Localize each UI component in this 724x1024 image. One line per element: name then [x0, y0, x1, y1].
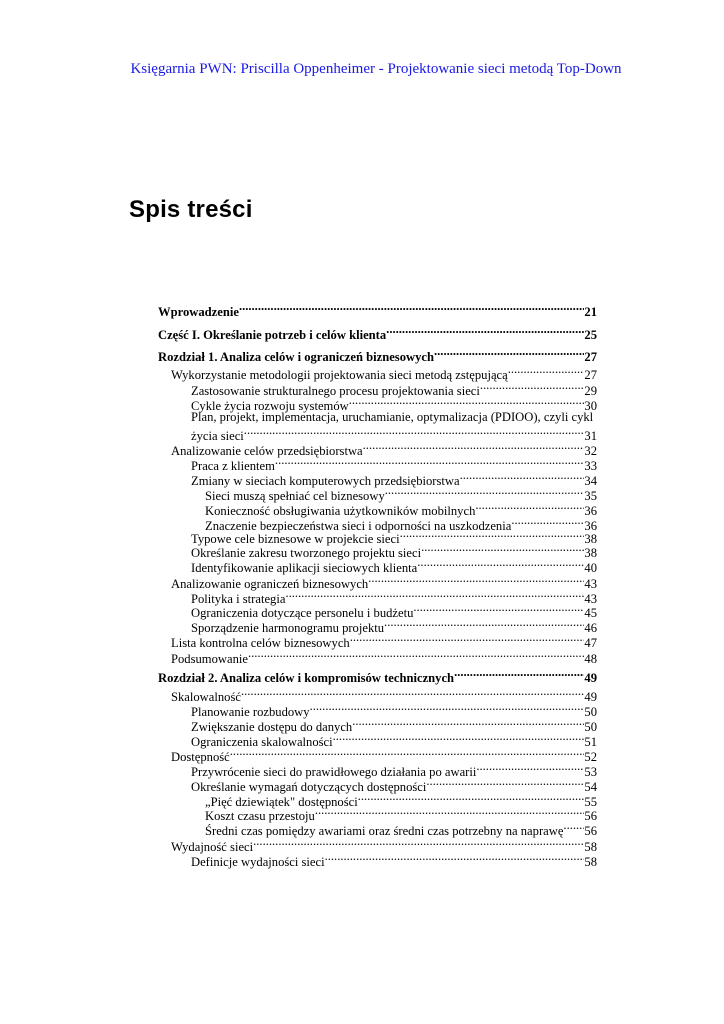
toc-entry-title: Znaczenie bezpieczeństwa sieci i odporności na uszkodzenia — [205, 519, 512, 533]
toc-entry — [158, 667, 597, 685]
toc-entry — [191, 776, 597, 794]
toc-entry — [171, 686, 597, 704]
toc-entry — [191, 716, 597, 734]
toc-entry-title: Średni czas pomiędzy awariami oraz średni czas potrzebny na naprawę — [205, 824, 564, 838]
toc-entry — [171, 632, 597, 650]
toc-entry — [205, 791, 597, 809]
page-title: Spis treści — [129, 196, 253, 223]
dot-leader — [350, 632, 585, 647]
dot-leader — [508, 364, 585, 379]
dot-leader — [434, 346, 584, 361]
toc-entry-page: 51 — [584, 735, 597, 749]
toc-entry — [191, 542, 597, 560]
toc-entry-title: Skalowalność — [171, 690, 241, 704]
dot-leader — [400, 528, 585, 543]
toc-entry-title: Podsumowanie — [171, 652, 248, 666]
toc-entry-page: 43 — [584, 592, 597, 606]
toc-entry-page: 31 — [584, 429, 597, 443]
toc-entry-title: Wydajność sieci — [171, 840, 254, 854]
toc-entry-title: Zwiększanie dostępu do danych — [191, 720, 353, 734]
toc-entry-page: 45 — [584, 606, 597, 620]
toc-entry — [158, 301, 597, 319]
toc-entry-page: 52 — [584, 750, 597, 764]
toc-entry-title: Typowe cele biznesowe w projekcie sieci — [191, 532, 400, 546]
dot-leader — [352, 716, 584, 731]
toc-entry-title: Analizowanie ograniczeń biznesowych — [171, 577, 369, 591]
toc-entry-title: Wprowadzenie — [158, 305, 239, 319]
toc-entry — [205, 820, 597, 838]
dot-leader — [244, 425, 585, 440]
dot-leader — [480, 380, 585, 395]
toc-entry-title: Planowanie rozbudowy — [191, 705, 310, 719]
toc-entry — [191, 701, 597, 719]
toc-entry-page: 40 — [584, 561, 597, 575]
toc-entry — [191, 731, 597, 749]
toc-entry-title: „Pięć dziewiątek" dostępności — [205, 795, 358, 809]
toc-entry-page: 47 — [584, 636, 597, 650]
toc-entry-title: Określanie zakresu tworzonego projektu sieci — [191, 546, 422, 560]
toc-entry-title: Cykle życia rozwoju systemów — [191, 399, 349, 413]
toc-entry-page: 38 — [584, 546, 597, 560]
dot-leader — [563, 820, 584, 835]
toc-entry-title: życia sieci — [191, 429, 244, 443]
toc-entry — [205, 500, 597, 518]
dot-leader — [460, 470, 585, 485]
toc-entry-page: 36 — [584, 519, 597, 533]
dot-leader — [248, 648, 584, 663]
header-text: Księgarnia PWN: Priscilla Oppenheimer - Projektowanie sieci metodą Top-Down — [130, 61, 622, 77]
toc-entry-title: Przywrócenie sieci do prawidłowego działania po awarii — [191, 765, 477, 779]
toc-entry-title: Rozdział 2. Analiza celów i kompromisów technicznych — [158, 671, 455, 685]
dot-leader — [275, 455, 584, 470]
dot-leader — [385, 485, 585, 500]
toc-entry — [191, 470, 597, 488]
toc-entry-page: 34 — [584, 474, 597, 488]
toc-entry — [191, 851, 597, 869]
toc-entry — [191, 588, 597, 606]
toc-entry-page: 55 — [584, 795, 597, 809]
toc-entry-title: Część I. Określanie potrzeb i celów klienta — [158, 328, 387, 342]
toc-entry-page: 54 — [584, 780, 597, 794]
toc-entry-page: 36 — [584, 504, 597, 518]
toc-entry-page: 50 — [584, 705, 597, 719]
toc-entry — [171, 836, 597, 854]
dot-leader — [310, 701, 585, 716]
toc-entry — [158, 346, 597, 364]
toc-entry — [205, 805, 597, 823]
toc-entry-title: Zastosowanie strukturalnego procesu projektowania sieci — [191, 384, 480, 398]
toc-entry — [191, 528, 597, 546]
toc-entry — [191, 557, 597, 575]
dot-leader — [315, 805, 585, 820]
toc-entry-title: Dostępność — [171, 750, 230, 764]
toc-entry-title: Plan, projekt, implementacja, uruchamianie, optymalizacja (PDIOO), czyli cykl — [191, 410, 594, 424]
toc-entry-title: Lista kontrolna celów biznesowych — [171, 636, 350, 650]
toc-entry-page: 56 — [584, 824, 597, 838]
toc-entry-title: Ograniczenia skalowalności — [191, 735, 333, 749]
dot-leader — [253, 836, 584, 851]
toc-entry-page: 43 — [584, 577, 597, 591]
toc-entry-title: Konieczność obsługiwania użytkowników mobilnych — [205, 504, 476, 518]
toc-entry-title: Analizowanie celów przedsiębiorstwa — [171, 444, 363, 458]
toc-entry-page: 49 — [584, 671, 597, 685]
toc-entry — [171, 573, 597, 591]
dot-leader — [333, 731, 585, 746]
toc-entry-page: 48 — [584, 652, 597, 666]
toc-entry-title: Zmiany w sieciach komputerowych przedsiębiorstwa — [191, 474, 460, 488]
toc-entry-title: Identyfikowanie aplikacji sieciowych klienta — [191, 561, 418, 575]
toc-entry-page: 21 — [584, 305, 597, 319]
toc-entry — [205, 485, 597, 503]
toc-entry-page: 58 — [584, 840, 597, 854]
toc-entry-page: 33 — [584, 459, 597, 473]
toc-entry — [191, 395, 597, 413]
toc-entry — [171, 746, 597, 764]
dot-leader — [239, 301, 584, 316]
dot-leader — [241, 686, 584, 701]
toc-entry-page: 27 — [584, 368, 597, 382]
toc-entry-page: 49 — [584, 690, 597, 704]
toc-entry-page: 35 — [584, 489, 597, 503]
dot-leader — [476, 761, 584, 776]
toc-entry-page: 50 — [584, 720, 597, 734]
toc-entry — [191, 617, 597, 635]
dot-leader — [363, 440, 585, 455]
dot-leader — [325, 851, 585, 866]
toc-entry — [158, 324, 597, 342]
toc-entry — [191, 455, 597, 473]
dot-leader — [413, 602, 584, 617]
toc-entry-title: Sieci muszą spełniać cel biznesowy — [205, 489, 385, 503]
toc-entry-page: 53 — [584, 765, 597, 779]
dot-leader — [384, 617, 584, 632]
toc-entry-title: Definicje wydajności sieci — [191, 855, 325, 869]
dot-leader — [285, 588, 584, 603]
toc-entry-page: 32 — [584, 444, 597, 458]
toc-entry-page: 25 — [584, 328, 597, 342]
dot-leader — [230, 746, 585, 761]
dot-leader — [358, 791, 585, 806]
toc-entry — [171, 364, 597, 382]
dot-leader — [349, 395, 585, 410]
toc-entry — [171, 648, 597, 666]
toc-entry-page: 58 — [584, 855, 597, 869]
toc-entry-page: 27 — [584, 350, 597, 364]
toc-entry-title: Polityka i strategia — [191, 592, 286, 606]
toc-entry-page: 56 — [584, 809, 597, 823]
toc-entry-title: Sporządzenie harmonogramu projektu — [191, 621, 385, 635]
dot-leader — [426, 776, 584, 791]
toc-entry-page: 29 — [584, 384, 597, 398]
dot-leader — [421, 542, 584, 557]
dot-leader — [454, 667, 584, 682]
toc-entry-page: 30 — [584, 399, 597, 413]
toc-entry-page: 38 — [584, 532, 597, 546]
toc-entry — [191, 761, 597, 779]
toc-entry-title: Koszt czasu przestoju — [205, 809, 315, 823]
toc-entry-title: Praca z klientem — [191, 459, 275, 473]
dot-leader — [475, 500, 584, 515]
toc-entry — [191, 410, 597, 425]
toc-entry-title: Rozdział 1. Analiza celów i ograniczeń biznesowych — [158, 350, 434, 364]
toc-entry-title: Określanie wymagań dotyczących dostępności — [191, 780, 427, 794]
toc-entry-page: 46 — [584, 621, 597, 635]
toc-entry — [191, 602, 597, 620]
dot-leader — [368, 573, 584, 588]
dot-leader — [386, 324, 584, 339]
toc-entry — [191, 425, 597, 443]
toc-entry-title: Wykorzystanie metodologii projektowania sieci metodą zstępującą — [171, 368, 508, 382]
toc-entry-title: Ograniczenia dotyczące personelu i budżetu — [191, 606, 414, 620]
toc-entry — [171, 440, 597, 458]
dot-leader — [417, 557, 584, 572]
toc-entry — [191, 380, 597, 398]
